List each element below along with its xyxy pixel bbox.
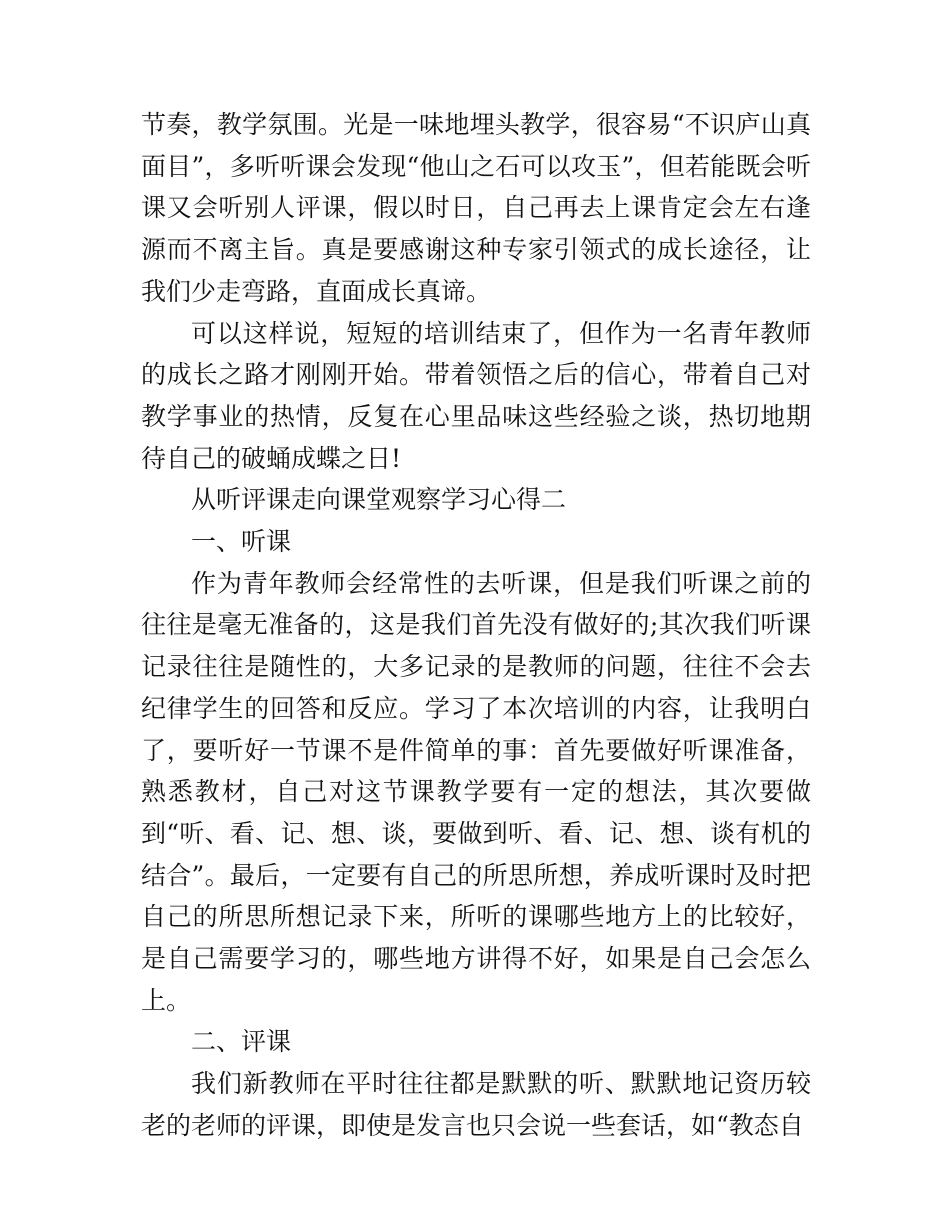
section-heading-listening: 一、听课 — [191, 527, 292, 557]
section-heading-evaluation: 二、评课 — [191, 1027, 292, 1057]
paragraph-continued: 节奏，教学氛围。光是一味地埋头教学，很容易“不识庐山真面目”，多听听课会发现“他山之石可以攻玉”，但若能既会听课又会听别人评课，假以时日，自己再去上课肯定会左右逢源而不离主旨。真是要感谢这种专家引领式的成长途径，让我们少走弯路，直面成长真谛。 — [141, 110, 811, 306]
paragraph: 可以这样说，短短的培训结束了，但作为一名青年教师的成长之路才刚刚开始。带着领悟之后的信心，带着自己对教学事业的热情，反复在心里品味这些经验之谈，热切地期待自己的破蛹成蝶之日! — [141, 318, 811, 473]
section-title: 从听评课走向课堂观察学习心得二 — [191, 485, 567, 515]
document-body — [141, 104, 811, 1147]
paragraph: 我们新教师在平时往往都是默默的听、默默地记资历较老的老师的评课，即使是发言也只会说一些套话，如“教态自 — [141, 1069, 811, 1140]
paragraph: 作为青年教师会经常性的去听课，但是我们听课之前的往往是毫无准备的，这是我们首先没有做好的;其次我们听课记录往往是随性的，大多记录的是教师的问题，往往不会去纪律学生的回答和反应。学习了本次培训的内容，让我明白了，要听好一节课不是件简单的事：首先要做好听课准备，熟悉教材，自己对这节课教学要有一定的想法，其次要做到“听、看、记、想、谈，要做到听、看、记、想、谈有机的结合”。最后，一定要有自己的所思所想，养成听课时及时把自己的所思所想记录下来，所听的课哪些地方上的比较好，是自己需要学习的，哪些地方讲得不好，如果是自己会怎么上。 — [141, 568, 811, 1015]
